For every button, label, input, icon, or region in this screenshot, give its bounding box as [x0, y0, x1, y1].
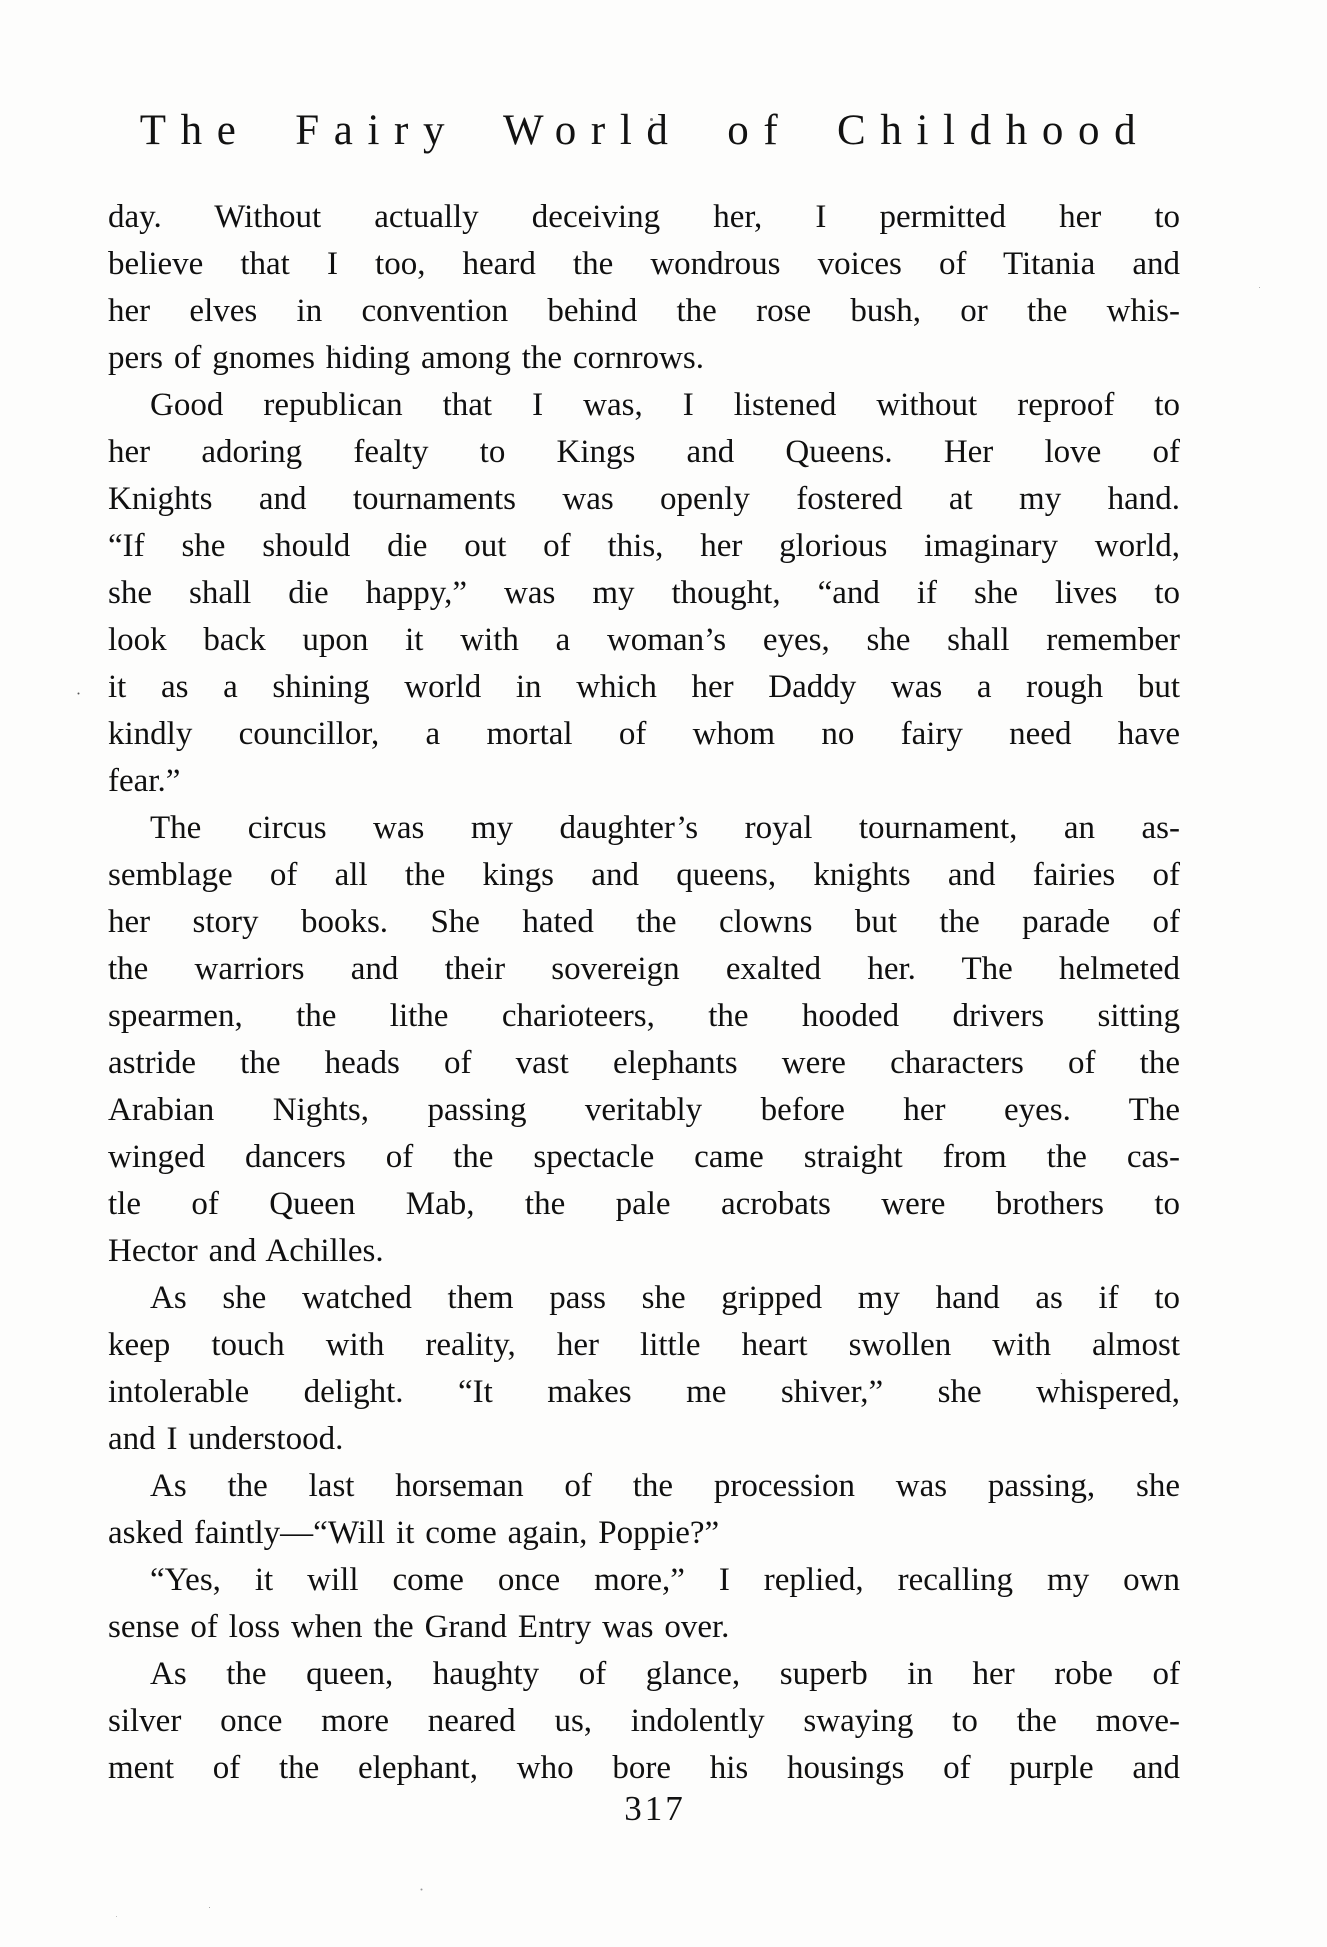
text-line: sense of loss when the Grand Entry was over.: [108, 1609, 730, 1645]
text-line: ment of the elephant, who bore his housings of purple and: [108, 1750, 1180, 1786]
text-line: tle of Queen Mab, the pale acrobats were brothers to: [108, 1186, 1180, 1222]
text-line: Good republican that I was, I listened without reproof to: [150, 387, 1180, 423]
text-line: her elves in convention behind the rose bush, or the whis-: [108, 293, 1180, 329]
text-line: As the last horseman of the procession was passing, she: [150, 1468, 1180, 1504]
text-line: believe that I too, heard the wondrous voices of Titania and: [108, 246, 1180, 282]
text-line: Hector and Achilles.: [108, 1233, 384, 1269]
text-line: As she watched them pass she gripped my hand as if to: [150, 1280, 1180, 1316]
text-line: kindly councillor, a mortal of whom no fairy need have: [108, 716, 1180, 752]
text-line: fear.”: [108, 763, 181, 799]
text-line: the warriors and their sovereign exalted her. The helmeted: [108, 951, 1180, 987]
text-line: and I understood.: [108, 1421, 344, 1457]
text-line: spearmen, the lithe charioteers, the hooded drivers sitting: [108, 998, 1180, 1034]
text-line: “If she should die out of this, her glorious imaginary world,: [108, 528, 1180, 564]
text-line: look back upon it with a woman’s eyes, she shall remember: [108, 622, 1180, 658]
text-line: her story books. She hated the clowns but the parade of: [108, 904, 1180, 940]
page-title: The Fairy World of Childhood: [139, 107, 1151, 154]
text-line: winged dancers of the spectacle came straight from the cas-: [108, 1139, 1180, 1175]
text-line: pers of gnomes hiding among the cornrows.: [108, 340, 704, 376]
text-line: she shall die happy,” was my thought, “and if she lives to: [108, 575, 1180, 611]
text-line: As the queen, haughty of glance, superb in her robe of: [150, 1656, 1180, 1692]
text-line: intolerable delight. “It makes me shiver,” she whispered,: [108, 1374, 1180, 1410]
body-text: [108, 194, 1180, 1792]
page-number: 317: [624, 1789, 686, 1828]
text-line: silver once more neared us, indolently swaying to the move-: [108, 1703, 1180, 1739]
text-line: her adoring fealty to Kings and Queens. Her love of: [108, 434, 1180, 470]
text-line: semblage of all the kings and queens, knights and fairies of: [108, 857, 1180, 893]
text-line: astride the heads of vast elephants were characters of the: [108, 1045, 1180, 1081]
text-line: asked faintly—“Will it come again, Poppie?”: [108, 1515, 720, 1551]
text-line: day. Without actually deceiving her, I permitted her to: [108, 199, 1180, 235]
text-line: Arabian Nights, passing veritably before her eyes. The: [108, 1092, 1180, 1128]
text-line: keep touch with reality, her little heart swollen with almost: [108, 1327, 1180, 1363]
text-line: “Yes, it will come once more,” I replied, recalling my own: [150, 1562, 1180, 1598]
text-line: it as a shining world in which her Daddy was a rough but: [108, 669, 1180, 705]
text-line: The circus was my daughter’s royal tournament, an as-: [150, 810, 1180, 846]
text-line: Knights and tournaments was openly fostered at my hand.: [108, 481, 1180, 517]
